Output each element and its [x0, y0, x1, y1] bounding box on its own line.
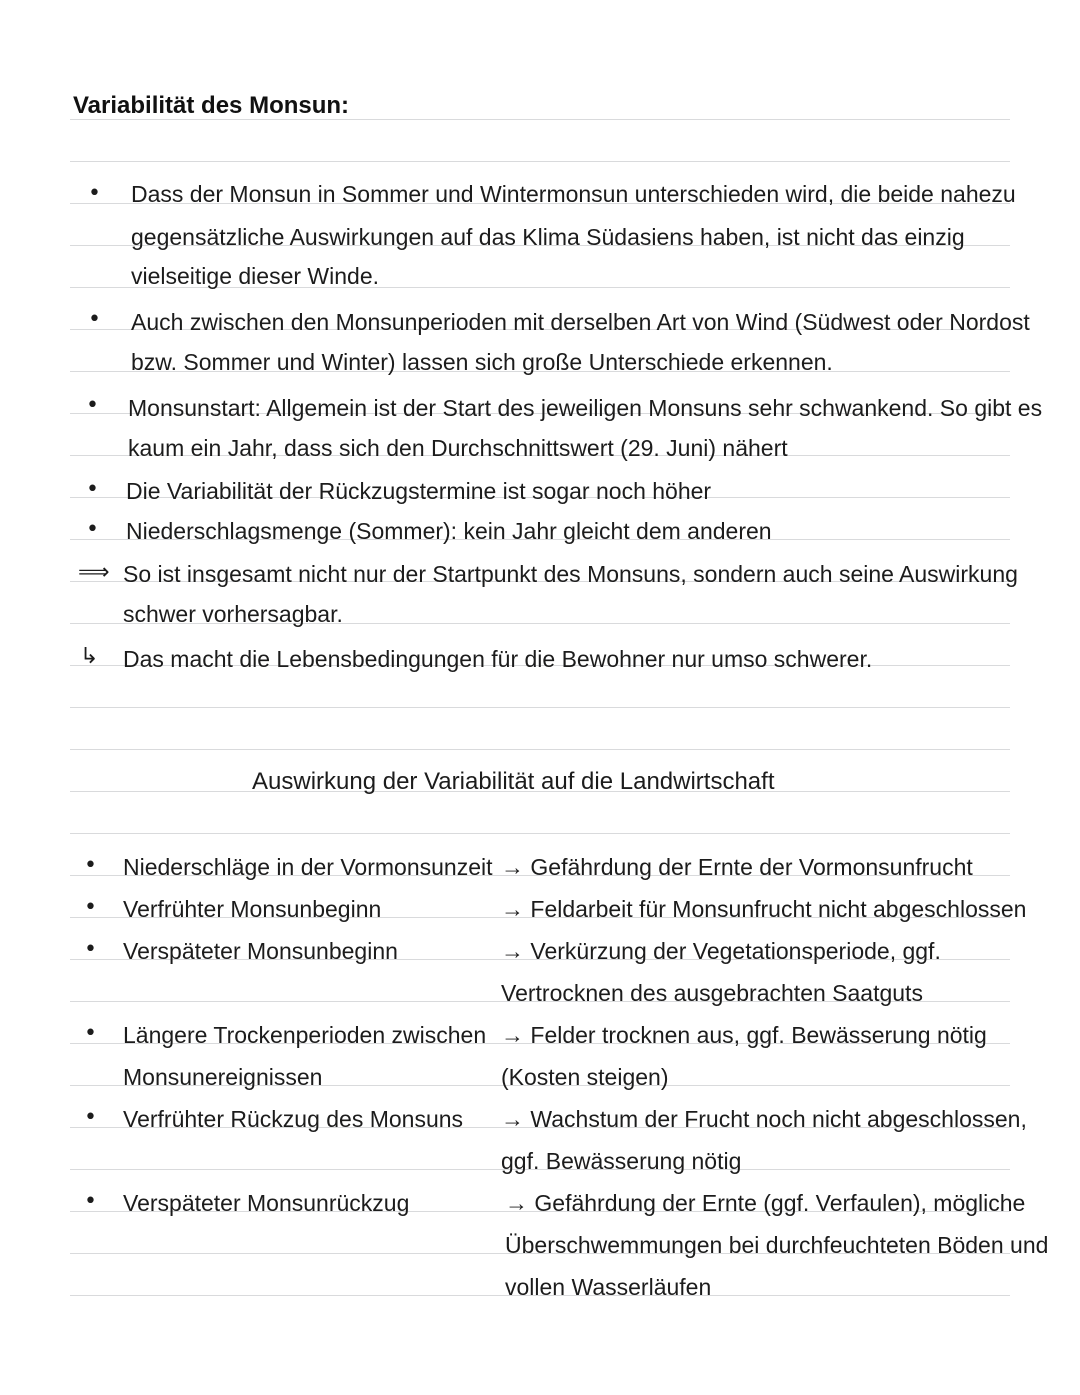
consequence-line: Das macht die Lebensbedingungen für die Bewohner nur umso schwerer. [123, 646, 873, 672]
list-item-line: Monsunstart: Allgemein ist der Start des jeweiligen Monsuns sehr schwankend. So gibt es [128, 395, 1043, 421]
effect-result: (Kosten steigen) [501, 1064, 669, 1090]
ruled-line [70, 707, 1010, 708]
effect-cause: Monsunereignissen [123, 1064, 323, 1090]
effect-result: → Verkürzung der Vegetationsperiode, ggf. [501, 938, 941, 964]
effect-result: Vertrocknen des ausgebrachten Saatguts [501, 980, 923, 1006]
return-arrow-icon: ↳ [80, 644, 99, 669]
list-item-line: bzw. Sommer und Winter) lassen sich große Unterschiede erkennen. [131, 349, 833, 375]
bullet-icon: • [86, 477, 99, 502]
effect-result: → Feldarbeit für Monsunfrucht nicht abgeschlossen [501, 896, 1027, 922]
conclusion-line: schwer vorhersagbar. [123, 601, 343, 627]
effect-cause: Verfrühter Rückzug des Monsuns [123, 1106, 464, 1132]
bullet-icon: • [84, 1189, 97, 1214]
ruled-line [70, 749, 1010, 750]
conclusion-line: So ist insgesamt nicht nur der Startpunkt des Monsuns, sondern auch seine Auswirkung [123, 561, 1018, 587]
list-item-line: Niederschlagsmenge (Sommer): kein Jahr gleicht dem anderen [126, 518, 772, 544]
effect-result: vollen Wasserläufen [505, 1274, 712, 1300]
implies-arrow-icon: ⟹ [78, 560, 110, 585]
list-item-line: Dass der Monsun in Sommer und Wintermonsun unterschieden wird, die beide nahezu [131, 181, 1016, 207]
effect-cause: Verspäteter Monsunbeginn [123, 938, 398, 964]
bullet-icon: • [84, 937, 97, 962]
ruled-line [70, 833, 1010, 834]
bullet-icon: • [84, 895, 97, 920]
bullet-icon: • [84, 1021, 97, 1046]
bullet-icon: • [88, 181, 101, 206]
effect-result: → Wachstum der Frucht noch nicht abgeschlossen, [501, 1106, 1027, 1132]
section-heading: Auswirkung der Variabilität auf die Landwirtschaft [252, 768, 775, 795]
list-item-line: vielseitige dieser Winde. [131, 263, 380, 289]
bullet-icon: • [86, 517, 99, 542]
list-item-line: Auch zwischen den Monsunperioden mit derselben Art von Wind (Südwest oder Nordost [131, 309, 1030, 335]
list-item-line: gegensätzliche Auswirkungen auf das Klima Südasiens haben, ist nicht das einzig [131, 224, 965, 250]
effect-cause: Verspäteter Monsunrückzug [123, 1190, 410, 1216]
effect-result: Überschwemmungen bei durchfeuchteten Böden und [505, 1232, 1049, 1258]
list-item-line: kaum ein Jahr, dass sich den Durchschnittswert (29. Juni) nähert [128, 435, 788, 461]
effect-result: → Gefährdung der Ernte (ggf. Verfaulen), mögliche [505, 1190, 1026, 1216]
effect-cause: Niederschläge in der Vormonsunzeit [123, 854, 493, 880]
bullet-icon: • [86, 393, 99, 418]
effect-cause: Längere Trockenperioden zwischen [123, 1022, 487, 1048]
page-title: Variabilität des Monsun: [73, 92, 350, 119]
effect-result: → Gefährdung der Ernte der Vormonsunfrucht [501, 854, 973, 880]
effect-result: ggf. Bewässerung nötig [501, 1148, 742, 1174]
effect-result: → Felder trocknen aus, ggf. Bewässerung nötig [501, 1022, 987, 1048]
list-item-line: Die Variabilität der Rückzugstermine ist sogar noch höher [126, 478, 712, 504]
ruled-line [70, 161, 1010, 162]
bullet-icon: • [84, 853, 97, 878]
effect-cause: Verfrühter Monsunbeginn [123, 896, 382, 922]
bullet-icon: • [88, 307, 101, 332]
bullet-icon: • [84, 1105, 97, 1130]
